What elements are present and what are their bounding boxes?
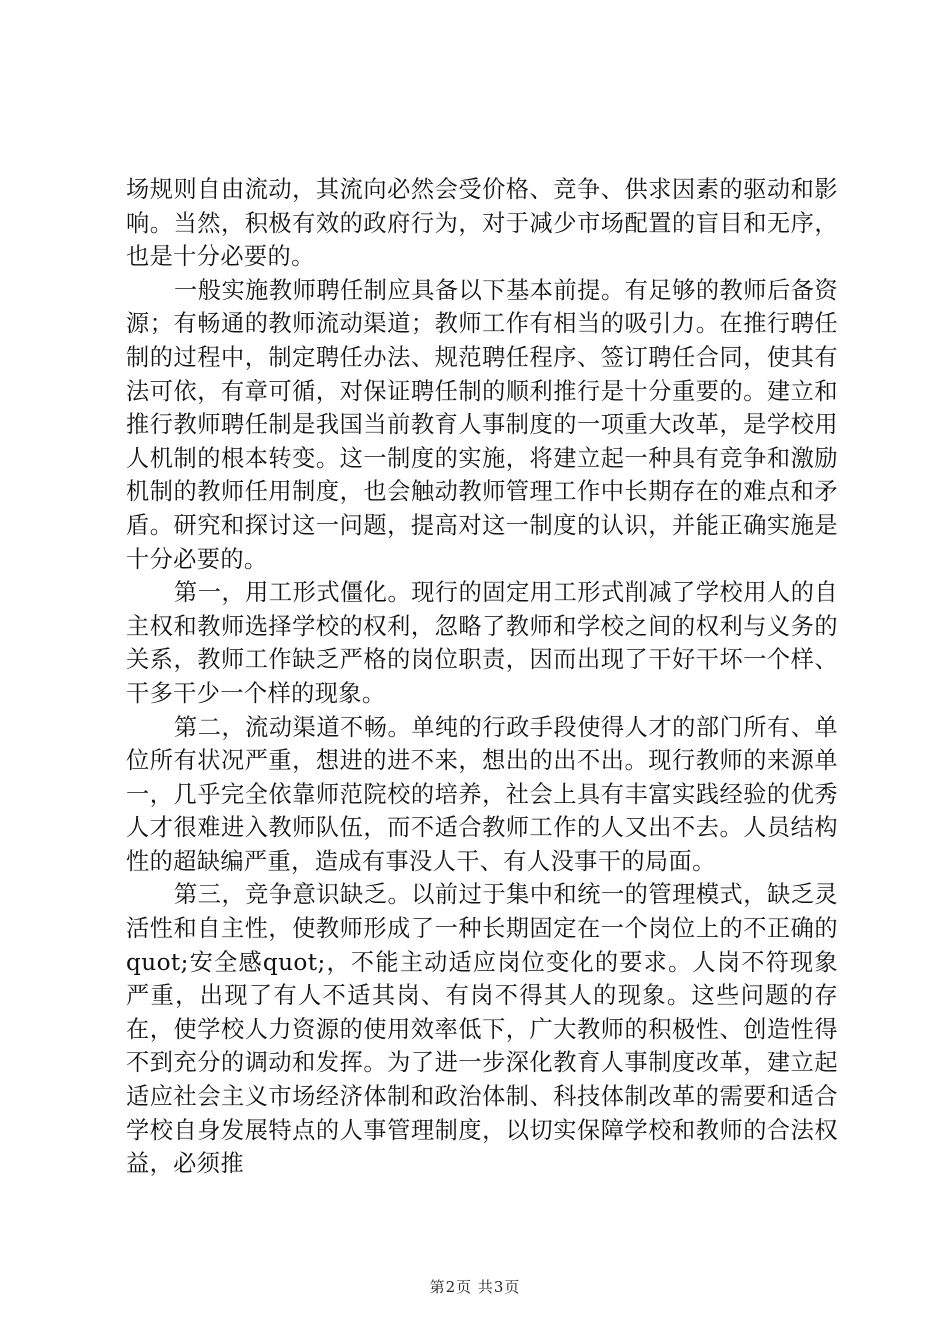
paragraph-continuation: 场规则自由流动，其流向必然会受价格、竞争、供求因素的驱动和影响。当然，积极有效的政府行为，对于减少市场配置的盲目和无序，也是十分必要的。 [126, 176, 838, 271]
document-body [126, 173, 838, 1181]
paragraph-point-three: 第三，竞争意识缺乏。以前过于集中和统一的管理模式，缺乏灵活性和自主性，使教师形成了一种长期固定在一个岗位上的不正确的quot;安全感quot;，不能主动适应岗位变化的要求。人岗不符现象严重，出现了有人不适其岗、有岗不得其人的现象。这些问题的存在，使学校人力资源的使用效率低下，广大教师的积极性、创造性得不到充分的调动和发挥。为了进一步深化教育人事制度改革，建立起适应社会主义市场经济体制和政治体制、科技体制改革的需要和适合学校自身发展特点的人事管理制度，以切实保障学校和教师的合法权益，必须推 [126, 881, 838, 1178]
paragraph-point-two: 第二，流动渠道不畅。单纯的行政手段使得人才的部门所有、单位所有状况严重，想进的进不来，想出的出不出。现行教师的来源单一，几乎完全依靠师范院校的培养，社会上具有丰富实践经验的优秀人才很难进入教师队伍，而不适合教师工作的人又出不去。人员结构性的超缺编严重，造成有事没人干、有人没事干的局面。 [126, 713, 838, 875]
paragraph-prerequisites: 一般实施教师聘任制应具备以下基本前提。有足够的教师后备资源；有畅通的教师流动渠道；教师工作有相当的吸引力。在推行聘任制的过程中，制定聘任办法、规范聘任程序、签订聘任合同，使其有法可依，有章可循，对保证聘任制的顺利推行是十分重要的。建立和推行教师聘任制是我国当前教育人事制度的一项重大改革，是学校用人机制的根本转变。这一制度的实施，将建立起一种具有竞争和激励机制的教师任用制度，也会触动教师管理工作中长期存在的难点和矛盾。研究和探讨这一问题，提高对这一制度的认识，并能正确实施是十分必要的。 [126, 276, 838, 573]
page-footer: 第2页 共3页 [429, 1278, 521, 1296]
paragraph-point-one: 第一，用工形式僵化。现行的固定用工形式削减了学校用人的自主权和教师选择学校的权利，忽略了教师和学校之间的权利与义务的关系，教师工作缺乏严格的岗位职责，因而出现了干好干坏一个样、干多干少一个样的现象。 [126, 579, 838, 707]
